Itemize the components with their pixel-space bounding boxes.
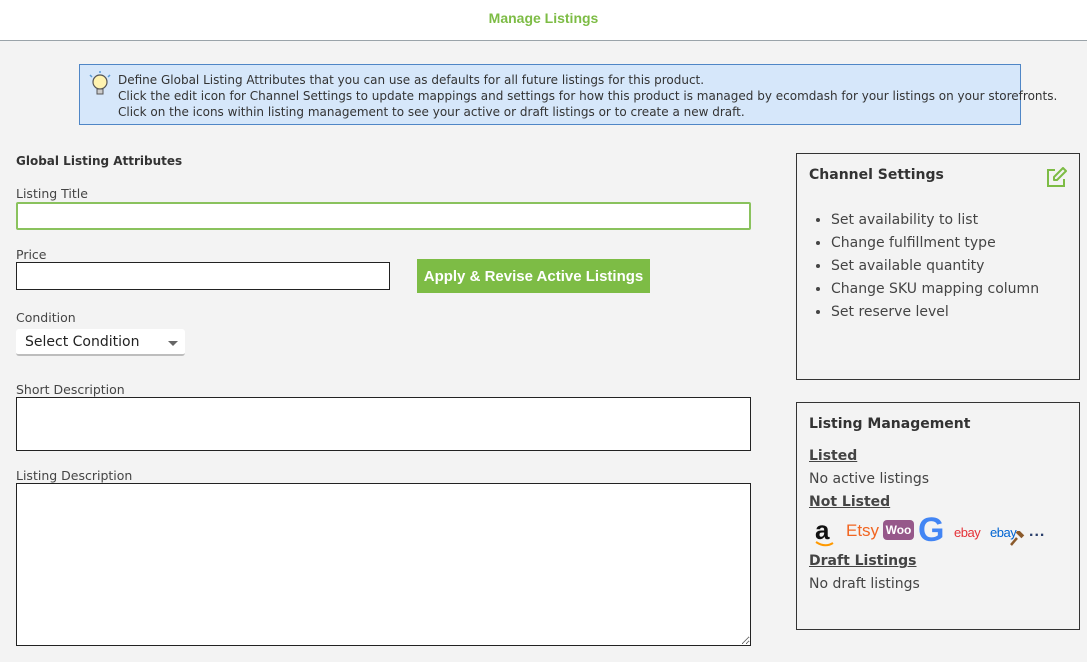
list-item: • Set availability to list xyxy=(831,209,1039,232)
channel-settings-title: Channel Settings xyxy=(809,167,944,183)
page-title: Manage Listings xyxy=(488,10,599,26)
listing-management-panel xyxy=(796,402,1080,630)
info-line-3: Click on the icons within listing management to see your active or draft listings or to create a new draft. xyxy=(118,105,745,119)
price-label: Price xyxy=(16,247,47,262)
listed-status: No active listings xyxy=(809,471,929,487)
list-item: • Set available quantity xyxy=(831,255,1039,278)
ebay-auction-wordmark: ebay xyxy=(990,525,1017,540)
etsy-icon[interactable]: Etsy xyxy=(846,521,880,540)
page-header xyxy=(0,0,1087,41)
condition-label: Condition xyxy=(16,310,76,325)
ebay-icon[interactable] xyxy=(954,525,980,540)
listing-description-input[interactable] xyxy=(16,483,751,646)
woocommerce-icon[interactable]: Woo xyxy=(883,520,914,540)
channel-settings-panel xyxy=(796,153,1080,380)
listing-title-input[interactable] xyxy=(16,202,751,230)
apply-revise-button[interactable]: Apply & Revise Active Listings xyxy=(417,259,650,293)
condition-select[interactable] xyxy=(16,329,185,356)
more-icon[interactable]: ... xyxy=(1029,523,1046,540)
google-icon[interactable]: G xyxy=(918,511,945,549)
listed-link[interactable]: Listed xyxy=(809,448,858,464)
info-banner xyxy=(79,64,1058,125)
list-item: • Change SKU mapping column xyxy=(831,278,1039,301)
edit-icon[interactable] xyxy=(1045,167,1067,189)
channel-settings-list xyxy=(811,209,1039,324)
gavel-icon xyxy=(1010,531,1026,547)
chevron-down-icon xyxy=(168,341,178,346)
condition-selected-value: Select Condition xyxy=(25,334,140,350)
listing-management-title: Listing Management xyxy=(809,416,971,432)
ebay-wordmark: ebay xyxy=(954,525,981,540)
draft-listings-link[interactable]: Draft Listings xyxy=(809,553,917,569)
info-line-2: Click the edit icon for Channel Settings to update mappings and settings for how this product is managed by ecomdash for your listings on your storefronts. xyxy=(118,89,1058,103)
short-description-input[interactable] xyxy=(16,397,751,451)
draft-listings-status: No draft listings xyxy=(809,576,920,592)
lightbulb-icon xyxy=(87,70,113,100)
amazon-icon[interactable]: a xyxy=(815,515,830,545)
listing-title-label: Listing Title xyxy=(16,186,88,201)
list-item: • Set reserve level xyxy=(831,301,1039,324)
list-item: • Change fulfillment type xyxy=(831,232,1039,255)
not-listed-link[interactable]: Not Listed xyxy=(809,494,891,510)
info-line-1: Define Global Listing Attributes that you can use as defaults for all future listings for this product. xyxy=(118,73,705,87)
section-title: Global Listing Attributes xyxy=(16,154,183,168)
listing-description-label: Listing Description xyxy=(16,468,133,483)
short-description-label: Short Description xyxy=(16,382,125,397)
amazon-smile-icon xyxy=(815,541,835,549)
price-input[interactable] xyxy=(16,262,390,290)
